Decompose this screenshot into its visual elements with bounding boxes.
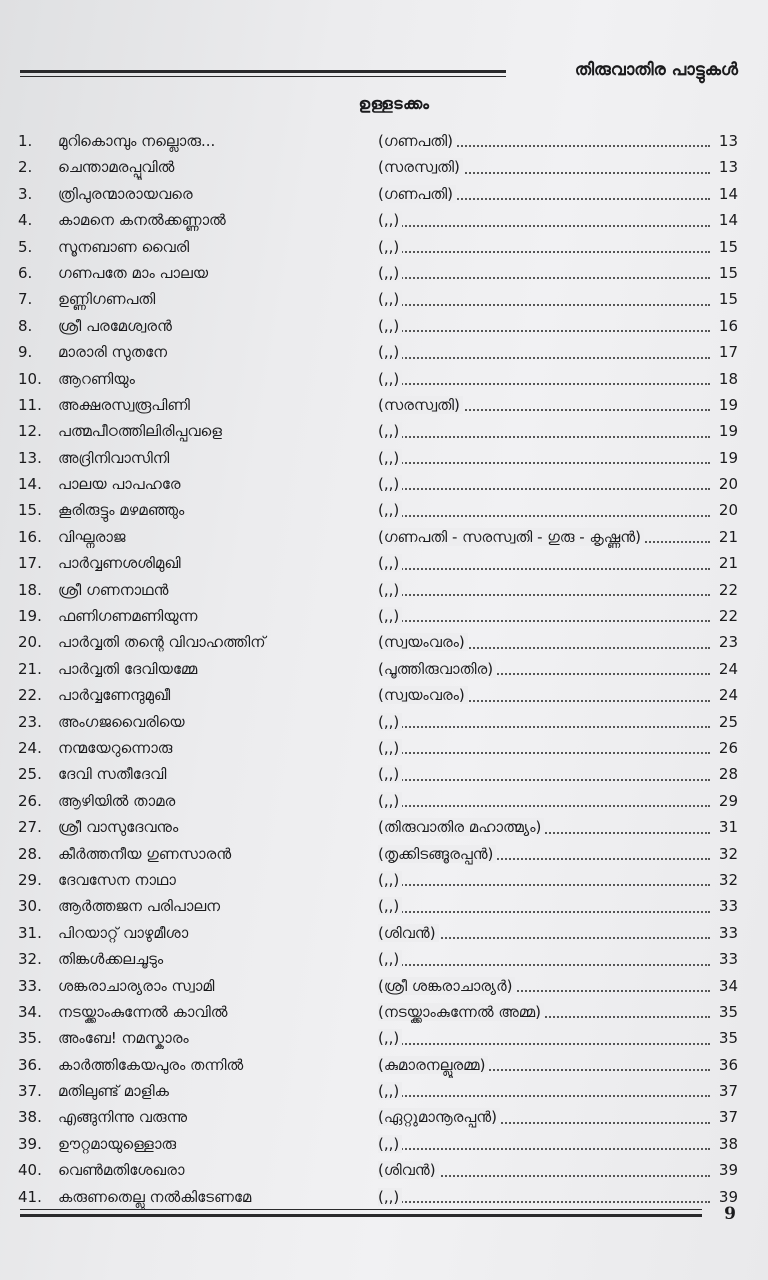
entry-category-wrap [378, 128, 710, 154]
toc-entry [18, 445, 738, 471]
entry-title: കാർത്തികേയപുരം തന്നിൽ [58, 1055, 244, 1074]
entry-category-wrap [378, 313, 710, 339]
toc-entry [18, 181, 738, 207]
entry-category: (,,) [378, 422, 402, 440]
entry-page: 19 [718, 422, 738, 441]
entry-page: 22 [718, 607, 738, 626]
toc-entry [18, 260, 738, 286]
toc-entry [18, 524, 738, 550]
entry-category: (,,) [378, 950, 402, 968]
entry-page: 31 [718, 818, 738, 837]
entry-title: ഫണിഗണമണിയുന്ന [58, 607, 198, 626]
entry-category-wrap [378, 497, 710, 523]
entry-category-wrap [378, 656, 710, 682]
toc-entry [18, 471, 738, 497]
entry-page: 16 [718, 316, 738, 335]
entry-title: ആർത്തജന പരിപാലന [58, 897, 221, 916]
entry-title: ആഴിയിൽ താമര [58, 791, 176, 810]
entry-category: (ഗണപതി - സരസ്വതി - ഗുരു - കൃഷ്ണൻ) [378, 528, 644, 546]
entry-number: 32. [18, 950, 42, 969]
entry-page: 37 [718, 1108, 738, 1127]
toc-entry [18, 893, 738, 919]
entry-title: സൂനബാണ വൈരി [58, 237, 190, 256]
entry-title: ചെന്താമരപ്പൂവിൽ [58, 158, 175, 177]
entry-title: ത്രിപുരന്മാരായവരെ [58, 184, 193, 203]
toc-entry [18, 709, 738, 735]
entry-category: (,,) [378, 871, 402, 889]
entry-category-wrap [378, 735, 710, 761]
entry-category-wrap [378, 577, 710, 603]
entry-number: 39. [18, 1134, 42, 1153]
entry-page: 37 [718, 1082, 738, 1101]
entry-number: 34. [18, 1002, 42, 1021]
contents-heading-text: ഉള്ളടക്കം [358, 94, 430, 113]
entry-number: 15. [18, 501, 42, 520]
entry-category: (,,) [378, 370, 402, 388]
entry-category-wrap [378, 339, 710, 365]
entry-page: 39 [718, 1187, 738, 1206]
entry-title: പിറയാറ്റ് വാഴുമീശാ [58, 923, 189, 942]
entry-category-wrap [378, 154, 710, 180]
entry-category: (പൂത്തിരുവാതിര) [378, 660, 496, 678]
entry-page: 33 [718, 950, 738, 969]
entry-title: പാർവ്വതി തന്റെ വിവാഹത്തിന് [58, 633, 266, 652]
entry-title: ദേവസേന നാഥാ [58, 870, 176, 889]
entry-page: 17 [718, 343, 738, 362]
entry-title: നന്മയേറുന്നൊരു [58, 738, 173, 757]
entry-category-wrap [378, 418, 710, 444]
entry-number: 5. [18, 237, 33, 256]
entry-number: 41. [18, 1187, 42, 1206]
entry-title: ഊറ്റമായുള്ളൊരു [58, 1134, 177, 1153]
entry-category-wrap [378, 709, 710, 735]
toc-entry [18, 867, 738, 893]
entry-number: 25. [18, 765, 42, 784]
entry-title: കരുണതെല്ലു നൽകിടേണമേ [58, 1187, 252, 1206]
entry-page: 20 [718, 475, 738, 494]
entry-category: (,,) [378, 792, 402, 810]
entry-category-wrap [378, 234, 710, 260]
entry-title: എങ്ങുനിന്നു വരുന്നു [58, 1108, 188, 1127]
entry-number: 2. [18, 158, 33, 177]
entry-category-wrap [378, 761, 710, 787]
toc-entry [18, 339, 738, 365]
entry-number: 16. [18, 527, 42, 546]
entry-page: 35 [718, 1029, 738, 1048]
entry-page: 13 [718, 132, 738, 150]
entry-category-wrap [378, 1131, 710, 1157]
entry-page: 15 [718, 290, 738, 309]
entry-page: 26 [718, 738, 738, 757]
entry-category: (തൃക്കിടങ്ങൂരപ്പൻ) [378, 845, 496, 863]
entry-title: ഗണപതേ മാം പാലയ [58, 263, 209, 282]
entry-category: (ഗണപതി) [378, 132, 456, 150]
entry-page: 39 [718, 1161, 738, 1180]
entry-number: 17. [18, 554, 42, 573]
entry-category: (,,) [378, 290, 402, 308]
toc-entry [18, 154, 738, 180]
entry-category-wrap [378, 1052, 710, 1078]
toc-entry [18, 761, 738, 787]
toc-entry [18, 392, 738, 418]
entry-category: (സരസ്വതി) [378, 396, 463, 414]
entry-category-wrap [378, 814, 710, 840]
toc-entry [18, 946, 738, 972]
toc-entry [18, 286, 738, 312]
entry-number: 29. [18, 870, 42, 889]
toc-entry [18, 128, 738, 154]
entry-category-wrap [378, 1078, 710, 1104]
entry-title: ശങ്കരാചാര്യരാം സ്വാമി [58, 976, 215, 995]
toc-entry [18, 207, 738, 233]
toc-entry [18, 366, 738, 392]
toc-entry [18, 814, 738, 840]
entry-category-wrap [378, 1184, 710, 1210]
entry-number: 36. [18, 1055, 42, 1074]
toc-entry [18, 577, 738, 603]
entry-category: (,,) [378, 607, 402, 625]
toc-entry [18, 418, 738, 444]
entry-title: അദ്രിനിവാസിനി [58, 448, 170, 467]
entry-category: (,,) [378, 343, 402, 361]
entry-page: 28 [718, 765, 738, 784]
entry-number: 7. [18, 290, 33, 309]
entry-category: (,,) [378, 1082, 402, 1100]
entry-category: (,,) [378, 238, 402, 256]
entry-page: 25 [718, 712, 738, 731]
entry-page: 33 [718, 897, 738, 916]
entry-title: ശ്രീ വാസുദേവനും [58, 818, 179, 837]
entry-category: (,,) [378, 1135, 402, 1153]
entry-title: ശ്രീ ഗണനാഥൻ [58, 580, 169, 599]
entry-category-wrap [378, 471, 710, 497]
toc-entry [18, 1131, 738, 1157]
entry-title: ദേവി സതീദേവി [58, 765, 167, 784]
entry-category-wrap [378, 920, 710, 946]
toc-entry [18, 920, 738, 946]
toc-entry [18, 656, 738, 682]
entry-page: 15 [718, 263, 738, 282]
entry-number: 23. [18, 712, 42, 731]
entry-category-wrap [378, 682, 710, 708]
toc-entry [18, 313, 738, 339]
entry-category: (,,) [378, 897, 402, 915]
toc-entry [18, 234, 738, 260]
entry-number: 12. [18, 422, 42, 441]
entry-title: മുറികൊമ്പും നല്ലൊരു... [58, 132, 216, 150]
entry-category: (കുമാരനല്ലൂരമ്മ) [378, 1056, 488, 1074]
entry-category: (ശിവൻ) [378, 924, 439, 942]
entry-page: 21 [718, 527, 738, 546]
entry-category: (,,) [378, 581, 402, 599]
entry-category: (,,) [378, 317, 402, 335]
entry-category-wrap [378, 1157, 710, 1183]
entry-title: പാർവ്വതി ദേവിയമ്മേ [58, 659, 198, 678]
entry-title: മാരാരി സുതനേ [58, 343, 167, 362]
running-header [20, 58, 738, 88]
entry-category-wrap [378, 445, 710, 471]
entry-page: 18 [718, 369, 738, 388]
entry-category-wrap [378, 181, 710, 207]
entry-page: 23 [718, 633, 738, 652]
entry-title: തിങ്കൾക്കലചൂടും [58, 950, 164, 969]
entry-number: 4. [18, 211, 33, 230]
entry-title: കൂരിരുട്ടും മഴമഞ്ഞും [58, 501, 185, 520]
entry-title: പാർവ്വണശശിമുഖി [58, 554, 181, 573]
entry-category: (,,) [378, 501, 402, 519]
entry-category-wrap [378, 629, 710, 655]
entry-page: 38 [718, 1134, 738, 1153]
entry-number: 33. [18, 976, 42, 995]
entry-number: 13. [18, 448, 42, 467]
toc-entry [18, 682, 738, 708]
toc-entry [18, 1104, 738, 1130]
entry-number: 28. [18, 844, 42, 863]
entry-category: (,,) [378, 449, 402, 467]
entry-page: 36 [718, 1055, 738, 1074]
contents-list [18, 128, 738, 1210]
entry-category-wrap [378, 392, 710, 418]
entry-page: 15 [718, 237, 738, 256]
toc-entry [18, 973, 738, 999]
entry-category-wrap [378, 366, 710, 392]
entry-page: 19 [718, 395, 738, 414]
entry-title: വിഘ്നരാജ [58, 527, 126, 546]
entry-category-wrap [378, 260, 710, 286]
toc-entry [18, 1025, 738, 1051]
entry-category-wrap [378, 207, 710, 233]
entry-number: 18. [18, 580, 42, 599]
entry-number: 35. [18, 1029, 42, 1048]
entry-number: 11. [18, 395, 42, 414]
entry-number: 30. [18, 897, 42, 916]
entry-number: 24. [18, 738, 42, 757]
entry-title: കീർത്തനീയ ഗുണസാരൻ [58, 844, 232, 863]
entry-category-wrap [378, 524, 710, 550]
entry-title: ആറണിയും [58, 369, 135, 388]
entry-category: (ശ്രീ ശങ്കരാചാര്യർ) [378, 977, 515, 995]
entry-title: പാലയ പാപഹരേ [58, 475, 181, 494]
entry-number: 40. [18, 1161, 42, 1180]
header-rule-thin [20, 76, 506, 77]
entry-number: 31. [18, 923, 42, 942]
entry-title: പത്മപീഠത്തിലിരിപ്പവളെ [58, 422, 222, 441]
page-number: 9 [724, 1204, 736, 1224]
entry-category: (,,) [378, 765, 402, 783]
entry-page: 29 [718, 791, 738, 810]
entry-category-wrap [378, 603, 710, 629]
entry-page: 24 [718, 659, 738, 678]
entry-page: 34 [718, 976, 738, 995]
entry-category: (ഏറ്റുമാനൂരപ്പൻ) [378, 1108, 500, 1126]
entry-category: (ഗണപതി) [378, 185, 456, 203]
entry-title: ഉണ്ണിഗണപതി [58, 290, 156, 309]
footer-rule-thin [20, 1209, 702, 1210]
entry-category-wrap [378, 946, 710, 972]
toc-entry [18, 629, 738, 655]
entry-number: 14. [18, 475, 42, 494]
entry-category: (,,) [378, 1029, 402, 1047]
entry-number: 20. [18, 633, 42, 652]
entry-category: (,,) [378, 713, 402, 731]
entry-page: 14 [718, 211, 738, 230]
entry-category-wrap [378, 893, 710, 919]
entry-category: (ശിവൻ) [378, 1161, 439, 1179]
entry-category: (,,) [378, 264, 402, 282]
entry-number: 19. [18, 607, 42, 626]
entry-category: (,,) [378, 211, 402, 229]
entry-category: (,,) [378, 739, 402, 757]
entry-category: (,,) [378, 475, 402, 493]
entry-number: 22. [18, 686, 42, 705]
entry-category: (സരസ്വതി) [378, 158, 463, 176]
toc-entry [18, 999, 738, 1025]
toc-entry [18, 603, 738, 629]
contents-heading [0, 94, 768, 114]
book-title: തിരുവാതിര പാട്ടുകൾ [574, 60, 738, 80]
entry-title: പാർവ്വണേന്ദുമുഖീ [58, 686, 171, 705]
entry-number: 1. [18, 132, 33, 150]
entry-category-wrap [378, 286, 710, 312]
entry-category: (നടയ്ക്കാംകുന്നേൽ അമ്മ) [378, 1003, 544, 1021]
entry-title: കാമനെ കനൽക്കണ്ണാൽ [58, 211, 226, 230]
entry-title: ശ്രീ പരമേശ്വരൻ [58, 316, 172, 335]
entry-title: അംഗജവൈരിയെ [58, 712, 185, 731]
entry-page: 13 [718, 158, 738, 177]
entry-title: മതിലുണ്ട് മാളിക [58, 1082, 169, 1101]
entry-page: 24 [718, 686, 738, 705]
entry-number: 37. [18, 1082, 42, 1101]
entry-number: 10. [18, 369, 42, 388]
entry-category-wrap [378, 973, 710, 999]
entry-category: (,,) [378, 554, 402, 572]
toc-entry [18, 1078, 738, 1104]
entry-category-wrap [378, 550, 710, 576]
entry-category-wrap [378, 841, 710, 867]
entry-page: 32 [718, 870, 738, 889]
entry-number: 38. [18, 1108, 42, 1127]
entry-title: അംബേ! നമസ്കാരം [58, 1029, 189, 1048]
entry-category: (തിരുവാതിര മഹാത്മ്യം) [378, 818, 544, 836]
entry-page: 19 [718, 448, 738, 467]
toc-entry [18, 788, 738, 814]
header-rule [20, 70, 506, 73]
entry-number: 26. [18, 791, 42, 810]
toc-entry [18, 1157, 738, 1183]
footer-rule [20, 1214, 702, 1217]
entry-page: 22 [718, 580, 738, 599]
entry-category-wrap [378, 1104, 710, 1130]
entry-category-wrap [378, 999, 710, 1025]
entry-category: (സ്വയംവരം) [378, 686, 468, 704]
entry-title: നടയ്ക്കാംകുന്നേൽ കാവിൽ [58, 1002, 228, 1021]
entry-category: (,,) [378, 1188, 402, 1206]
entry-number: 8. [18, 316, 33, 335]
entry-title: അക്ഷരസ്വരൂപിണി [58, 395, 190, 414]
toc-entry [18, 841, 738, 867]
entry-page: 14 [718, 184, 738, 203]
entry-category-wrap [378, 867, 710, 893]
entry-number: 6. [18, 263, 33, 282]
toc-entry [18, 735, 738, 761]
entry-title: വെൺമതിശേഖരാ [58, 1161, 185, 1180]
entry-page: 32 [718, 844, 738, 863]
entry-number: 21. [18, 659, 42, 678]
toc-entry [18, 1052, 738, 1078]
entry-number: 27. [18, 818, 42, 837]
entry-category: (സ്വയംവരം) [378, 633, 468, 651]
toc-entry [18, 1184, 738, 1210]
entry-page: 33 [718, 923, 738, 942]
entry-number: 3. [18, 184, 33, 203]
entry-page: 20 [718, 501, 738, 520]
toc-entry [18, 497, 738, 523]
entry-page: 35 [718, 1002, 738, 1021]
toc-entry [18, 550, 738, 576]
entry-category-wrap [378, 788, 710, 814]
entry-page: 21 [718, 554, 738, 573]
entry-number: 9. [18, 343, 33, 362]
entry-category-wrap [378, 1025, 710, 1051]
